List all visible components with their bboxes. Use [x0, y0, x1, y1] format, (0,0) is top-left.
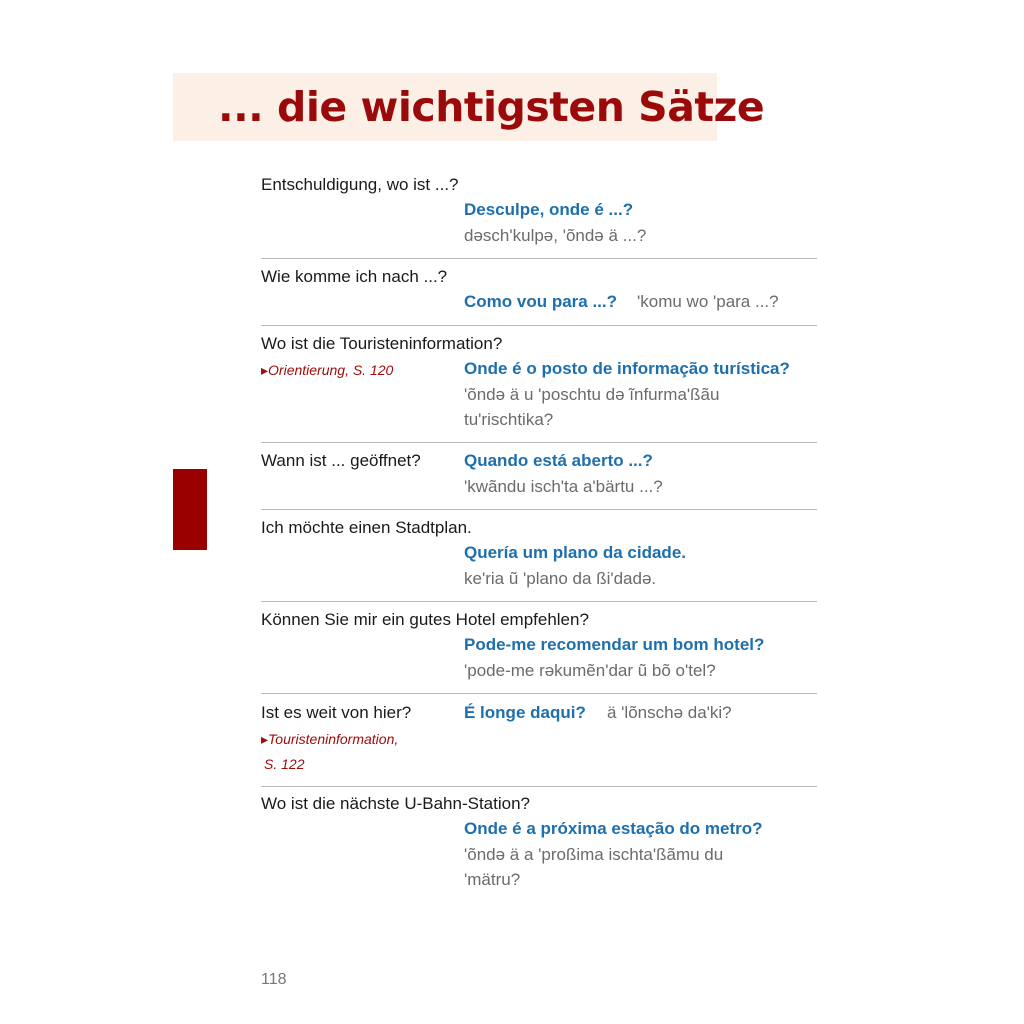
cross-reference-link[interactable]: ▸Orientierung, S. 120 [261, 362, 394, 378]
german-phrase: Wo ist die Touristeninformation? [261, 334, 503, 353]
portuguese-phrase: Desculpe, onde é ...? [464, 200, 634, 219]
portuguese-phrase: Onde é a próxima estação do metro? [464, 819, 763, 838]
german-phrase: Wo ist die nächste U-Bahn-Station? [261, 794, 530, 813]
chapter-tab-marker [173, 469, 207, 550]
portuguese-phrase: Pode-me recomendar um bom hotel? [464, 635, 765, 654]
phrase-entry [261, 793, 817, 903]
phrase-entry [261, 450, 817, 510]
phrase-entry [261, 174, 817, 259]
pronunciation-line: 'õndə ä u 'poschtu də ĩnfurma'ßãu [464, 385, 720, 404]
german-phrase: Wann ist ... geöffnet? [261, 451, 421, 470]
phrase-entry [261, 266, 817, 326]
phrase-entry [261, 702, 817, 787]
page-number: 118 [261, 971, 287, 988]
german-phrase: Können Sie mir ein gutes Hotel empfehlen? [261, 610, 589, 629]
pronunciation-line: 'õndə ä a 'proßima ischta'ßãmu du [464, 845, 724, 864]
portuguese-phrase: Como vou para ...? [464, 292, 618, 311]
portuguese-phrase: Quando está aberto ...? [464, 451, 653, 470]
german-phrase: Ist es weit von hier? [261, 703, 412, 722]
german-phrase: Entschuldigung, wo ist ...? [261, 175, 459, 194]
portuguese-phrase: É longe daqui? [464, 703, 586, 722]
pronunciation-line: 'mätru? [464, 870, 521, 889]
german-phrase: Ich möchte einen Stadtplan. [261, 518, 472, 537]
page-title: ... die wichtigsten Sätze [218, 83, 765, 131]
portuguese-phrase: Onde é o posto de informação turística? [464, 359, 790, 378]
phrase-entry [261, 609, 817, 694]
cross-reference-page[interactable]: S. 122 [264, 756, 305, 772]
pronunciation: 'pode-me rəkumẽn'dar ũ bõ o'tel? [464, 661, 716, 680]
pronunciation: 'komu wo 'para ...? [637, 292, 779, 311]
pronunciation: 'kwãndu isch'ta a'bärtu ...? [464, 477, 663, 496]
german-phrase: Wie komme ich nach ...? [261, 267, 448, 286]
phrase-entry [261, 333, 817, 443]
phrase-entry [261, 517, 817, 602]
pronunciation: ä 'lõnschə da'ki? [607, 703, 732, 722]
pronunciation: dəsch'kulpə, 'õndə ä ...? [464, 226, 647, 245]
pronunciation: ke'ria ũ 'plano da ßi'dadə. [464, 569, 657, 588]
cross-reference-link[interactable]: ▸Touristeninformation, [261, 731, 399, 747]
portuguese-phrase: Quería um plano da cidade. [464, 543, 686, 562]
title-banner [173, 73, 765, 141]
pronunciation-line: tu'rischtika? [464, 410, 554, 429]
